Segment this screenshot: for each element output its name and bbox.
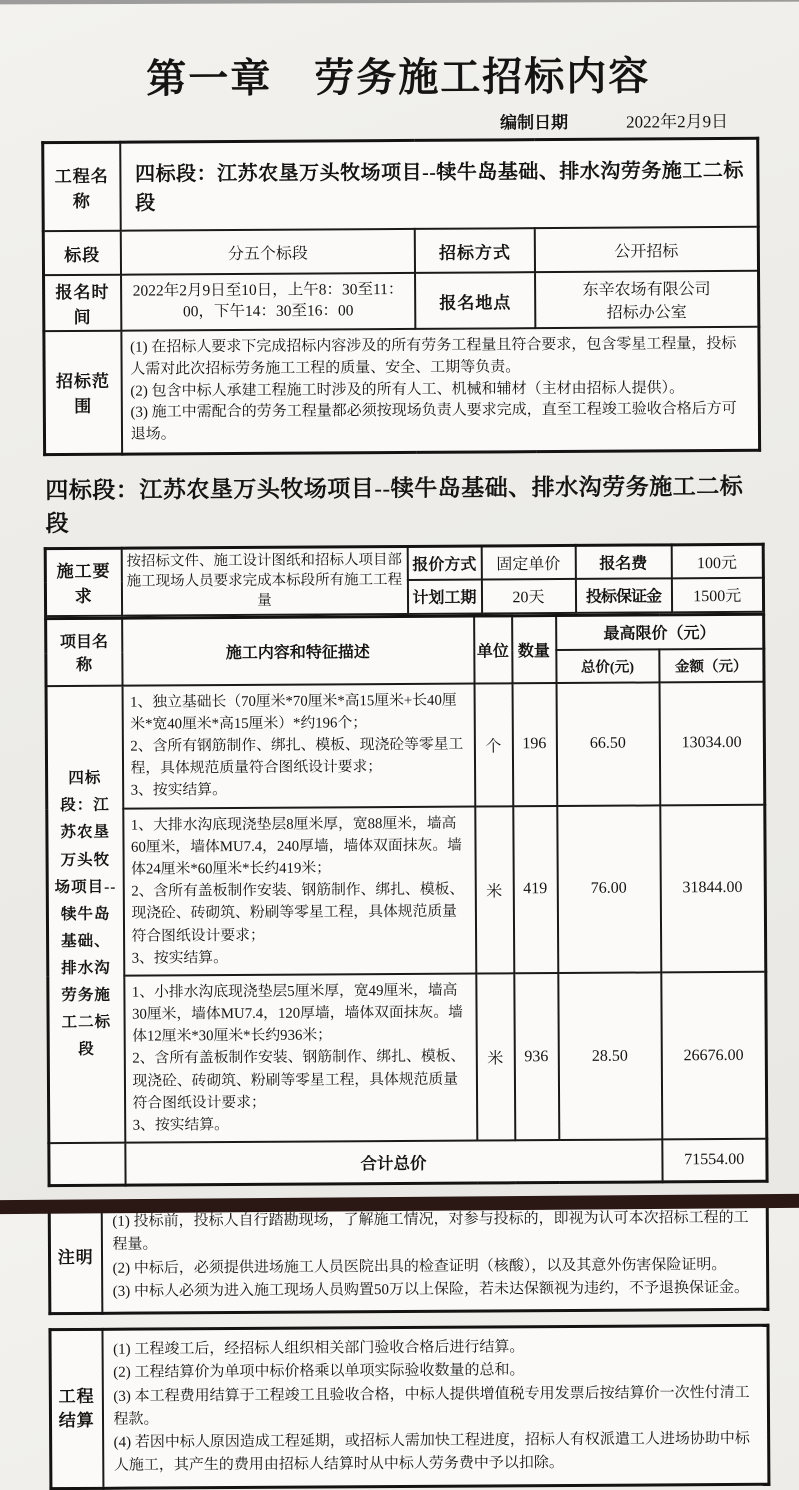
compile-date-line [41, 107, 756, 136]
note-item: (2) 中标后，必须提供进场施工人员医院出具的检查证明（核酸），以及其意外伤害保险证明。 [112, 1256, 727, 1277]
settlement-item: (2) 工程结算价为单项中标价格乘以单项实际验收数量的总和。 [113, 1362, 525, 1382]
settlement-table [48, 1324, 770, 1490]
table-row [46, 681, 765, 808]
scope-item: (1) 在招标人要求下完成招标内容涉及的所有劳务工程量且符合要求，包含零星工程量，投标人需对此次招标劳务施工工程的质量、安全、工期等负责。 [130, 335, 737, 378]
row1-desc [122, 683, 475, 808]
project-info-table [41, 137, 761, 456]
table-row [43, 227, 758, 275]
notes-label: 注明 [49, 1202, 102, 1314]
signup-fee-value: 100元 [671, 544, 763, 578]
table-row [47, 804, 766, 976]
row2-qty: 419 [513, 806, 558, 974]
table-row [49, 1197, 768, 1313]
row2-amount: 31844.00 [660, 804, 766, 972]
row2-desc [123, 806, 476, 975]
settlement-item: (4) 若因中标人原因造成工程延期，或招标人需加快工程进度，招标人有权派遣工人进场协助中标人施工，其产生的费用由招标人结算时从中标人劳务费中予以扣除。 [113, 1431, 750, 1475]
bid-method-label: 招标方式 [415, 228, 535, 273]
row2-price: 76.00 [557, 805, 661, 973]
desc-line: 1、大排水沟底现浇垫层8厘米厚，宽88厘米，墙高60厘米，墙体MU7.4，240厚墙，墙体双面抹灰。墙体24厘米*60厘米*长约419米； [130, 815, 462, 878]
signup-time-value: 2022年2月9日至10日，上午8：30至11：00，下午14：30至16：00 [121, 273, 416, 331]
pricing-table [44, 612, 768, 1187]
row3-unit: 米 [476, 973, 515, 1141]
notes-body [101, 1197, 768, 1313]
quote-method-label: 报价方式 [407, 546, 481, 580]
desc-line: 2、含所有钢筋制作、绑扎、模板、现浇砼等零星工程，具体规范质量符合图纸设计要求； [130, 736, 464, 777]
col-desc-header: 施工内容和特征描述 [122, 616, 474, 686]
desc-line: 1、小排水沟底现浇垫层5厘米厚，宽49厘米，墙高30厘米，墙体MU7.4，120厚墙，墙体双面抹灰。墙体12厘米*30厘米*长约936米； [131, 982, 463, 1045]
requirements-table [44, 543, 765, 617]
desc-line: 3、按实结算。 [132, 1117, 229, 1134]
row1-price: 66.50 [556, 682, 660, 806]
table-row [50, 1325, 769, 1488]
col-amount-header: 金额（元） [659, 648, 764, 682]
row3-qty: 936 [514, 973, 559, 1141]
section-value: 分五个标段 [120, 229, 415, 275]
desc-line: 3、按实结算。 [131, 949, 228, 967]
scope-value [121, 327, 760, 454]
table-row [48, 972, 767, 1144]
col-unit-header: 单位 [474, 615, 512, 683]
note-item: (3) 中标人必须为进入施工现场人员购置50万以上保险，若未达保额视为违约，不予退换保证金。 [112, 1279, 750, 1300]
note-item: (1) 投标前，投标人自行踏勘现场，了解施工情况，对参与投标的，即视为认可本次招标工程的工程量。 [112, 1210, 749, 1254]
col-project-header: 项目名称 [46, 618, 122, 686]
project-span-cell: 四标段：江苏农垦万头牧场项目--犊牛岛基础、排水沟劳务施工二标段 [46, 685, 125, 1143]
signup-fee-label: 报名费 [575, 545, 671, 580]
signup-place-line1: 东辛农场有限公司 [582, 281, 711, 299]
page-title: 第一章 劳务施工招标内容 [146, 53, 651, 102]
quote-method-value: 固定单价 [481, 545, 575, 580]
settlement-item: (1) 工程竣工后，经招标人组织相关部门验收合格后进行结算。 [113, 1339, 525, 1358]
row3-amount: 26676.00 [661, 972, 767, 1140]
row3-price: 28.50 [558, 972, 662, 1140]
settlement-body [102, 1325, 769, 1488]
notes-table [48, 1196, 770, 1315]
compile-date-value: 2022年2月9日 [626, 111, 729, 132]
desc-line: 2、含所有盖板制作安装、钢筋制作、绑扎、模板、现浇砼、砖砌筑、粉刷等零星工程，具体规范质量符合图纸设计要求； [132, 1049, 466, 1112]
settlement-item: (3) 本工程费用结算于工程竣工且验收合格，中标人提供增值税专用发票后按结算价一次性付清工程款。 [113, 1384, 750, 1428]
table-row [49, 1139, 767, 1186]
compile-date-label: 编制日期 [500, 112, 569, 133]
deposit-label: 投标保证金 [575, 579, 671, 613]
signup-time-label: 报名时间 [44, 275, 122, 331]
desc-line: 2、含所有盖板制作安装、钢筋制作、绑扎、模板、现浇砼、砖砌筑、粉刷等零星工程，具体规范质量符合图纸设计要求； [131, 881, 465, 945]
req-label: 施工要求 [45, 548, 121, 616]
col-maxprice-header: 最高限价（元） [556, 614, 764, 650]
col-qty-header: 数量 [512, 615, 556, 683]
table-row [44, 271, 759, 331]
project-name-value: 四标段：江苏农垦万头牧场项目--犊牛岛基础、排水沟劳务施工二标段 [120, 138, 758, 230]
desc-line: 3、按实结算。 [130, 782, 227, 800]
row1-amount: 13034.00 [659, 681, 765, 805]
duration-value: 20天 [481, 579, 575, 613]
row3-desc [124, 973, 477, 1142]
signup-place-value [535, 271, 759, 328]
scope-label: 招标范围 [44, 331, 122, 455]
row2-unit: 米 [475, 806, 514, 974]
row1-qty: 196 [512, 683, 557, 806]
settlement-label: 工程结算 [50, 1330, 103, 1489]
deposit-value: 1500元 [671, 578, 763, 612]
project-name-label: 工程名称 [43, 142, 121, 231]
table-row [44, 327, 760, 455]
req-value: 按招标文件、施工设计图纸和招标人项目部施工现场人员要求完成本标段所有施工工程量 [121, 546, 407, 615]
sum-empty-cell [49, 1143, 125, 1186]
desc-line: 1、独立基础长（70厘米*70厘米*高15厘米+长40厘米*宽40厘米*高15厘米）*约196个； [130, 692, 457, 733]
sum-label: 合计总价 [125, 1140, 662, 1186]
table-row [43, 138, 759, 231]
table-row [46, 614, 764, 653]
section-title: 四标段：江苏农垦万头牧场项目--犊牛岛基础、排水沟劳务施工二标段 [45, 473, 744, 536]
duration-label: 计划工期 [407, 580, 481, 614]
signup-place-label: 报名地点 [415, 272, 535, 329]
col-total-header: 总价(元) [556, 649, 659, 683]
row1-unit: 个 [474, 683, 513, 806]
section-label: 标段 [43, 231, 120, 275]
bid-method-value: 公开招标 [535, 227, 759, 272]
scope-item: (2) 包含中标人承建工程施工时涉及的所有人工、机械和辅材（主材由招标人提供）。 [130, 379, 685, 400]
signup-place-line2: 招标办公室 [606, 304, 687, 322]
table-row [45, 544, 763, 582]
sum-value: 71554.00 [662, 1139, 767, 1182]
scope-item: (3) 施工中需配合的劳务工程量都必须按现场负责人要求完成，直至工程竣工验收合格后方可退场。 [130, 401, 737, 443]
